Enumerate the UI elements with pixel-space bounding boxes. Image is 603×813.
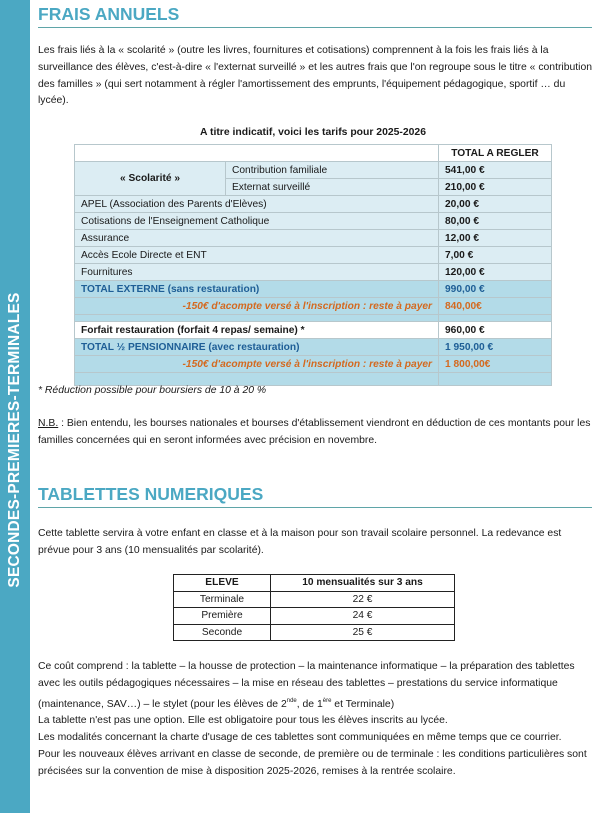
row-label: Contribution familiale bbox=[226, 162, 439, 179]
section-title-frais: FRAIS ANNUELS bbox=[38, 4, 592, 28]
total-externe-value: 990,00 € bbox=[439, 281, 552, 298]
eleve-cell: Terminale bbox=[174, 591, 271, 608]
forfait-row bbox=[75, 322, 552, 339]
total-externe-label: TOTAL EXTERNE (sans restauration) bbox=[75, 281, 439, 298]
cost-block bbox=[38, 659, 594, 781]
total-demi-value: 1 950,00 € bbox=[439, 339, 552, 356]
acompte-label: -150€ d'acompte versé à l'inscription : reste à payer bbox=[75, 298, 439, 315]
sidebar-band bbox=[0, 0, 30, 813]
table-row bbox=[75, 213, 552, 230]
row-value: 210,00 € bbox=[439, 179, 552, 196]
acompte-label: -150€ d'acompte versé à l'inscription : reste à payer bbox=[75, 356, 439, 373]
row-label: Externat surveillé bbox=[226, 179, 439, 196]
acompte-value: 1 800,00€ bbox=[439, 356, 552, 373]
sup-ere: ère bbox=[322, 697, 332, 704]
fees-caption: A titre indicatif, voici les tarifs pour 2025-2026 bbox=[200, 127, 426, 138]
row-label: Accès Ecole Directe et ENT bbox=[75, 247, 439, 264]
header-mensualites: 10 mensualités sur 3 ans bbox=[271, 575, 455, 592]
nb-label: N.B. bbox=[38, 418, 59, 429]
table-row bbox=[75, 230, 552, 247]
total-demi-label: TOTAL ½ PENSIONNAIRE (avec restauration) bbox=[75, 339, 439, 356]
row-value: 80,00 € bbox=[439, 213, 552, 230]
table-row bbox=[174, 591, 455, 608]
nouveaux-line: Pour les nouveaux élèves arrivant en classe de seconde, de première ou de terminale : les conditions particulières sont précisées sur la convention de mise à disposition 2025-2026, remises à la rentrée scolaire. bbox=[38, 748, 587, 777]
table-row bbox=[75, 247, 552, 264]
eleve-cell: Première bbox=[174, 608, 271, 625]
header-total: TOTAL A REGLER bbox=[439, 145, 552, 162]
row-label: Assurance bbox=[75, 230, 439, 247]
scolarite-label: « Scolarité » bbox=[75, 162, 226, 196]
table-row bbox=[75, 162, 552, 179]
tablettes-intro: Cette tablette servira à votre enfant en classe et à la maison pour son travail scolaire personnel. La redevance est prévue pour 3 ans (10 mensualités par scolarité). bbox=[38, 528, 562, 556]
row-value: 7,00 € bbox=[439, 247, 552, 264]
tablets-header-row bbox=[174, 575, 455, 592]
row-value: 541,00 € bbox=[439, 162, 552, 179]
charte-line: Les modalités concernant la charte d'usage de ces tablettes sont communiquées en même temps que ce courrier. bbox=[38, 732, 562, 744]
forfait-label: Forfait restauration (forfait 4 repas/ semaine) * bbox=[75, 322, 439, 339]
forfait-value: 960,00 € bbox=[439, 322, 552, 339]
row-value: 20,00 € bbox=[439, 196, 552, 213]
row-label: Fournitures bbox=[75, 264, 439, 281]
row-label: Cotisations de l'Enseignement Catholique bbox=[75, 213, 439, 230]
reduction-note: * Réduction possible pour boursiers de 10 à 20 % bbox=[38, 385, 267, 396]
row-value: 12,00 € bbox=[439, 230, 552, 247]
total-externe-row bbox=[75, 281, 552, 298]
spacer-row bbox=[75, 315, 552, 322]
section-title-tablettes: TABLETTES NUMERIQUES bbox=[38, 484, 592, 508]
table-row bbox=[174, 624, 455, 641]
montant-cell: 24 € bbox=[271, 608, 455, 625]
header-eleve: ELEVE bbox=[174, 575, 271, 592]
table-row bbox=[174, 608, 455, 625]
cost-paragraph bbox=[38, 659, 594, 713]
eleve-cell: Seconde bbox=[174, 624, 271, 641]
cost-text: et Terminale) bbox=[331, 698, 395, 710]
table-row bbox=[75, 264, 552, 281]
total-demi-row bbox=[75, 339, 552, 356]
sup-nde: nde bbox=[286, 697, 297, 704]
frais-intro: Les frais liés à la « scolarité » (outre les livres, fournitures et cotisations) comprennent à la fois les frais liés à la surveillance des élèves, c'est-à-dire « l'externat surveillé » et les autres frais que l'on regroupe sous le titre « contribution des familles » (qui sert notamment à régler l'amortissement des emprunts, l'équipement pédagogique, sportif … du lycée). bbox=[38, 45, 593, 107]
table-row bbox=[75, 196, 552, 213]
acompte-externe-row bbox=[75, 298, 552, 315]
acompte-demi-row bbox=[75, 356, 552, 373]
tablets-table bbox=[173, 574, 455, 641]
fees-header-row bbox=[75, 145, 552, 162]
fees-table bbox=[74, 144, 552, 386]
nb-paragraph bbox=[38, 416, 594, 450]
cost-text: , de 1 bbox=[296, 698, 323, 710]
sidebar-label: SECONDES-PREMIERES-TERMINALES bbox=[6, 292, 23, 588]
row-label: APEL (Association des Parents d'Elèves) bbox=[75, 196, 439, 213]
acompte-value: 840,00€ bbox=[439, 298, 552, 315]
cost-text: Ce coût comprend : la tablette – la housse de protection – la maintenance informatique – la préparation des tablettes avec les outils pédagogiques nécessaires – la mise en réseau des tablettes – prestations du service informatique (maintenance, SAV…) – le stylet (pour les élèves de 2 bbox=[38, 661, 575, 710]
montant-cell: 25 € bbox=[271, 624, 455, 641]
nb-text: : Bien entendu, les bourses nationales et bourses d'établissement viendront en déduction de ces montants pour les familles concernées qui en seront informées avec précision en novembre. bbox=[38, 418, 591, 446]
option-line: La tablette n'est pas une option. Elle est obligatoire pour tous les élèves inscrits au lycée. bbox=[38, 715, 448, 727]
row-value: 120,00 € bbox=[439, 264, 552, 281]
montant-cell: 22 € bbox=[271, 591, 455, 608]
